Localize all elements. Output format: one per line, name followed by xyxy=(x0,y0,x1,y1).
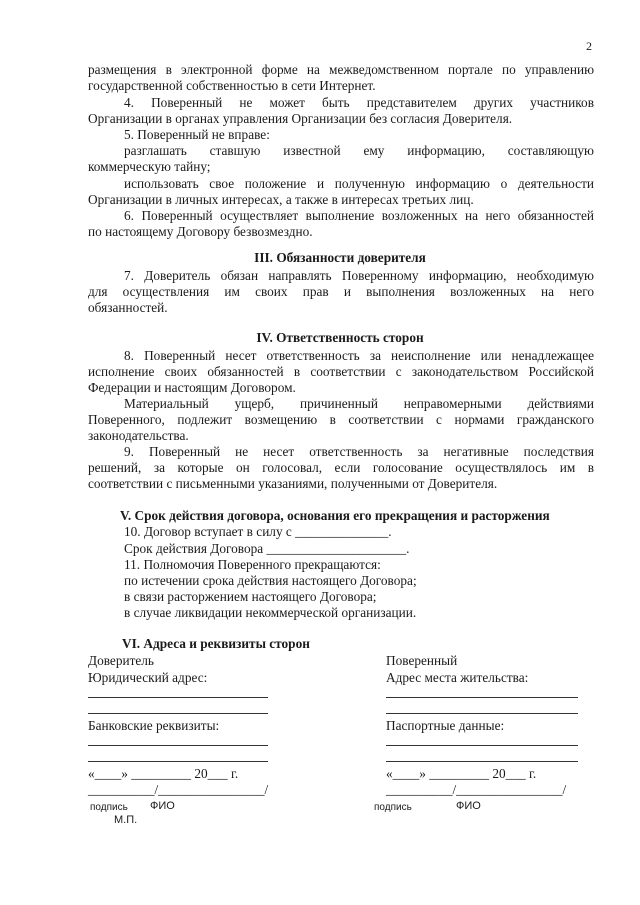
termination-case: по истечении срока действия настоящего Договора; xyxy=(124,573,417,588)
text-line: Материальный ущерб, причиненный неправомерными действиями xyxy=(124,396,594,411)
text-line: обязанностей. xyxy=(88,300,168,315)
fio-caption: ФИО xyxy=(150,800,175,812)
residence-address-label: Адрес места жительства: xyxy=(386,670,529,685)
text-line: Организации в органах управления Организации без согласия Доверителя. xyxy=(88,111,513,126)
text-line: решений, за которые он голосовал, если голосование осуществлялось им в xyxy=(88,460,594,475)
section-4-heading: IV. Ответственность сторон xyxy=(256,330,424,345)
signature-line: __________/________________/ xyxy=(386,782,567,797)
address-line xyxy=(88,713,268,714)
signature-caption: подпись xyxy=(374,802,412,813)
legal-address-label: Юридический адрес: xyxy=(88,670,208,685)
text-line: использовать свое положение и полученную информацию о деятельности xyxy=(124,176,594,191)
date-field: «____» _________ 20___ г. xyxy=(88,766,239,781)
clause-10: 10. Договор вступает в силу с ______________. xyxy=(124,524,392,539)
text-line: Организации в личных интересах, а также в интересах третьих лиц. xyxy=(88,192,474,207)
clause-7: 7. Доверитель обязан направлять Поверенному информацию, необходимую xyxy=(124,268,594,283)
text-line: Поверенного, подлежит возмещению в соответствии с нормами гражданского xyxy=(88,412,594,427)
clause-11: 11. Полномочия Поверенного прекращаются: xyxy=(124,557,381,572)
signature-line: __________/________________/ xyxy=(88,782,269,797)
text-line: Федерации и настоящим Договором. xyxy=(88,380,296,395)
passport-label: Паспортные данные: xyxy=(386,718,505,733)
clause-8: 8. Поверенный несет ответственность за неисполнение или ненадлежащее xyxy=(124,348,594,363)
section-6-heading: VI. Адреса и реквизиты сторон xyxy=(122,636,310,651)
termination-case: в связи расторжением настоящего Договора; xyxy=(124,589,377,604)
bank-details-label: Банковские реквизиты: xyxy=(88,718,220,733)
address-line xyxy=(88,697,268,698)
text-line: для осуществления им своих прав и выполнения возложенных на него xyxy=(88,284,594,299)
section-5-heading: V. Срок действия договора, основания его прекращения и расторжения xyxy=(120,508,550,523)
clause-4: 4. Поверенный не может быть представителем других участников xyxy=(124,95,594,110)
signature-caption: подпись xyxy=(90,802,128,813)
date-field: «____» _________ 20___ г. xyxy=(386,766,537,781)
fio-caption: ФИО xyxy=(456,800,481,812)
clause-5: 5. Поверенный не вправе: xyxy=(124,127,270,142)
text-line: исполнение своих обязанностей в соответствии с законодательством Российской xyxy=(88,364,594,379)
text-line: коммерческую тайну; xyxy=(88,159,211,174)
attorney-label: Поверенный xyxy=(386,653,458,668)
text-line: соответствии с письменными указаниями, полученными от Доверителя. xyxy=(88,476,498,491)
address-line xyxy=(386,713,578,714)
term-line: Срок действия Договора _____________________. xyxy=(124,541,410,556)
text-line: по настоящему Договору безвозмездно. xyxy=(88,224,313,239)
principal-label: Доверитель xyxy=(88,653,154,668)
stamp-place: М.П. xyxy=(114,814,138,826)
text-line: государственной собственностью в сети Интернет. xyxy=(88,78,376,93)
bank-details-line xyxy=(88,761,268,762)
text-line: разглашать ставшую известной ему информацию, составляющую xyxy=(124,143,594,158)
termination-case: в случае ликвидации некоммерческой организации. xyxy=(124,605,417,620)
address-line xyxy=(386,697,578,698)
passport-line xyxy=(386,761,578,762)
text-line: размещения в электронной форме на межведомственном портале по управлению xyxy=(88,62,594,77)
bank-details-line xyxy=(88,745,268,746)
section-3-heading: III. Обязанности доверителя xyxy=(254,250,426,265)
page-number: 2 xyxy=(586,39,592,53)
text-line: законодательства. xyxy=(88,428,189,443)
clause-9: 9. Поверенный не несет ответственность за негативные последствия xyxy=(124,444,594,459)
passport-line xyxy=(386,745,578,746)
clause-6: 6. Поверенный осуществляет выполнение возложенных на него обязанностей xyxy=(124,208,594,223)
